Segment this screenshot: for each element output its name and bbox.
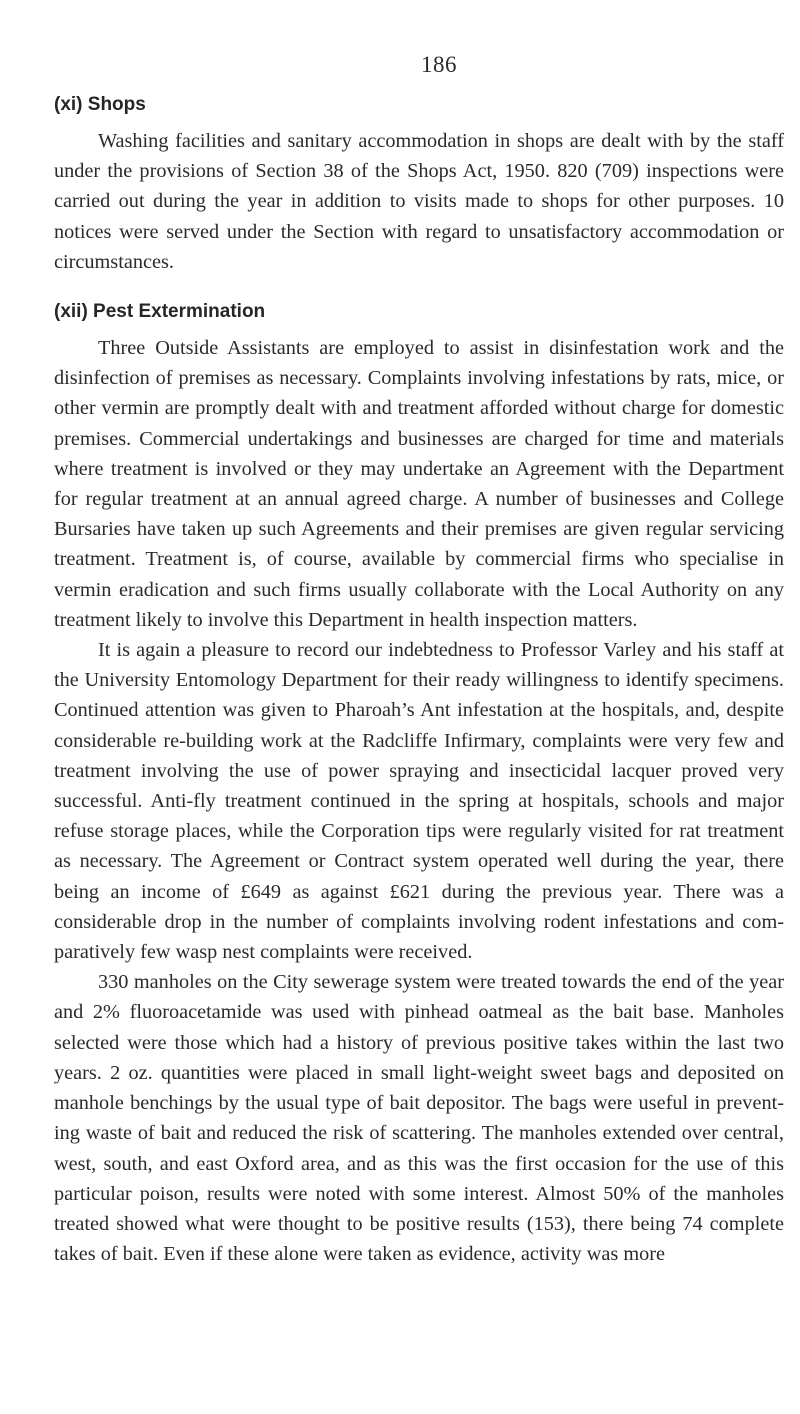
section-shops: [54, 94, 784, 277]
section-heading-shops: (xi) Shops: [54, 94, 146, 115]
section-heading-pest-extermination: (xii) Pest Extermination: [54, 301, 266, 323]
section-pest-extermination: [54, 301, 784, 1269]
paragraph: Three Outside Assistants are employed to assist in disinfestation work and the disinfection of premises as necessary. Complaints involving infestations by rats, mice, or other vermin are promptly dealt with and treatment afforded without charge for domestic premises. Commercial undertakings and businesses are charged for time and materials where treatment is involved or they may undertake an Agreement with the Department for regular treatment at an annual agreed charge. A number of businesses and College Bursaries have taken up such Agreements and their premises are given regular servicing treatment. Treatment is, of course, available by commercial firms who specialise in vermin eradication and such firms usually collaborate with the Local Authority on any treatment likely to involve this Department in health inspection matters.: [54, 337, 784, 631]
paragraph: It is again a pleasure to record our indebtedness to Professor Varley and his staff at the University Entomology Department for their ready willingness to identify specimens. Continued attention was given to Pharoah’s Ant infestation at the hospitals, and, despite considerable re-building work at the Radcliffe Infirmary, complaints were very few and treatment involving the use of power spraying and insecticidal lacquer proved very successful. Anti-fly treatment continued in the spring at hospitals, schools and major refuse storage places, while the Corporation tips were regularly visited for rat treatment as necessary. The Agreement or Contract system operated well during the year, there being an income of £649 as against £621 during the previous year. There was a considerable drop in the number of complaints involving rodent infestations and comparatively few wasp nest complaints were received.: [54, 639, 784, 964]
document-page: [54, 52, 784, 1269]
paragraph: Washing facilities and sanitary accommodation in shops are dealt with by the staff under the provisions of Section 38 of the Shops Act, 1950. 820 (709) inspections were carried out during the year in addition to visits made to shops for other purposes. 10 notices were served under the Section with regard to unsatisfactory accommodation or circumstances.: [54, 130, 784, 273]
page-number: 186: [421, 52, 457, 77]
paragraph: 330 manholes on the City sewerage system were treated towards the end of the year and 2% fluoroacetamide was used with pinhead oatmeal as the bait base. Manholes selected were those which had a history of previous positive takes within the last two years. 2 oz. quantities were placed in small light-weight sweet bags and deposited on manhole benchings by the usual type of bait depositor. The bags were useful in preventing waste of bait and reduced the risk of scattering. The manholes extended over central, west, south, and east Oxford area, and as this was the first occasion for the use of this particular poison, results were noted with some interest. Almost 50% of the manholes treated showed what were thought to be positive results (153), there being 74 complete takes of bait. Even if these alone were taken as evidence, activity was more: [54, 971, 784, 1266]
